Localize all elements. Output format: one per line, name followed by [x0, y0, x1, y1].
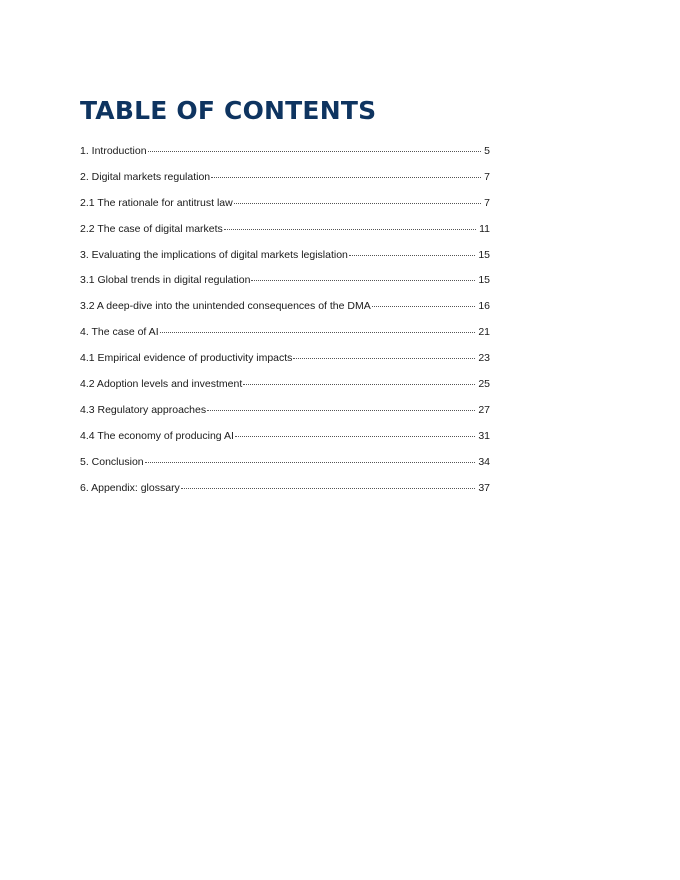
toc-page-number: 21: [478, 326, 490, 339]
toc-entry-adoption-investment[interactable]: [80, 378, 490, 404]
toc-leader-dots: [181, 488, 476, 489]
toc-leader-dots: [207, 410, 475, 411]
toc-entry-regulatory-approaches[interactable]: [80, 404, 490, 430]
toc-entry-label: 3.2 A deep-dive into the unintended consequences of the DMA: [80, 300, 371, 313]
toc-entry-label: 4.2 Adoption levels and investment: [80, 378, 243, 391]
toc-page-number: 16: [478, 300, 490, 313]
toc-leader-dots: [148, 151, 482, 152]
toc-entry-label: 4.4 The economy of producing AI: [80, 429, 234, 442]
toc-entry-rationale-antitrust[interactable]: [80, 197, 490, 223]
toc-entry-digital-markets-regulation[interactable]: [80, 171, 490, 197]
toc-page-number: 11: [479, 222, 490, 235]
toc-entry-evaluating-implications[interactable]: [80, 249, 490, 275]
toc-entry-economy-producing-ai[interactable]: [80, 430, 490, 456]
toc-title: TABLE OF CONTENTS: [80, 96, 377, 125]
toc-page-number: 5: [484, 145, 490, 157]
toc-entry-dma-deep-dive[interactable]: [80, 300, 490, 326]
toc-entry-global-trends[interactable]: [80, 274, 490, 300]
toc-leader-dots: [243, 384, 475, 385]
toc-entry-case-of-ai[interactable]: [80, 326, 490, 352]
toc-leader-dots: [349, 255, 475, 256]
toc-leader-dots: [251, 280, 475, 281]
toc-page-number: 25: [478, 378, 490, 391]
toc-entry-conclusion[interactable]: [80, 456, 490, 482]
toc-leader-dots: [211, 177, 481, 178]
toc-page-number: 27: [478, 403, 490, 416]
toc-page-number: 7: [484, 170, 490, 183]
toc-page-number: 15: [478, 274, 490, 287]
toc-entry-appendix-glossary[interactable]: [80, 482, 490, 508]
toc-entry-label: 4. The case of AI: [80, 326, 159, 339]
toc-page-number: 23: [478, 352, 490, 365]
toc-entry-label: 6. Appendix: glossary: [80, 481, 180, 494]
toc-list: [80, 145, 490, 507]
toc-entry-label: 2.2 The case of digital markets: [80, 222, 223, 235]
toc-entry-label: 1. Introduction: [80, 145, 147, 157]
toc-entry-label: 2.1 The rationale for antitrust law: [80, 196, 233, 209]
toc-entry-label: 4.3 Regulatory approaches: [80, 403, 207, 416]
toc-entry-productivity-evidence[interactable]: [80, 352, 490, 378]
toc-leader-dots: [224, 229, 476, 230]
toc-entry-label: 2. Digital markets regulation: [80, 170, 211, 183]
toc-leader-dots: [293, 358, 475, 359]
toc-page-number: 7: [484, 196, 490, 209]
toc-entry-label: 3. Evaluating the implications of digital markets legislation: [80, 248, 348, 261]
toc-leader-dots: [160, 332, 476, 333]
toc-leader-dots: [372, 306, 476, 307]
toc-page-number: 37: [478, 481, 490, 494]
toc-entry-label: 4.1 Empirical evidence of productivity impacts: [80, 352, 293, 365]
toc-leader-dots: [234, 203, 481, 204]
toc-page-number: 15: [478, 248, 490, 261]
toc-page-number: 34: [478, 455, 490, 468]
toc-leader-dots: [145, 462, 476, 463]
toc-entry-case-digital-markets[interactable]: [80, 223, 490, 249]
toc-entry-introduction[interactable]: [80, 145, 490, 171]
toc-entry-label: 3.1 Global trends in digital regulation: [80, 274, 251, 287]
toc-entry-label: 5. Conclusion: [80, 455, 144, 468]
toc-page-number: 31: [478, 429, 490, 442]
toc-leader-dots: [235, 436, 475, 437]
